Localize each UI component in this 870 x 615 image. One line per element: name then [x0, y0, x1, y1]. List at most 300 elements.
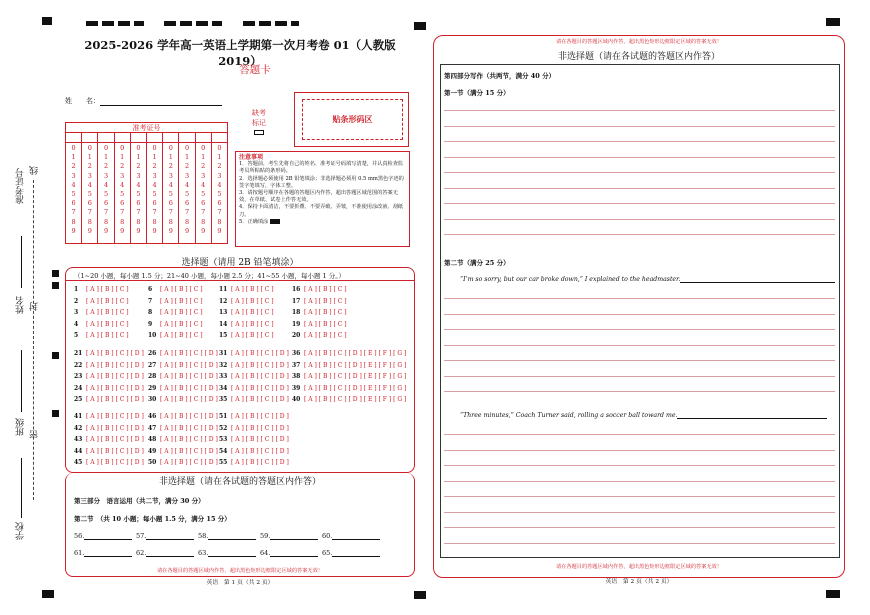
- mc-options[interactable]: [ A ] [ B ] [ C ] [ D ]: [86, 459, 144, 467]
- mc-question-48[interactable]: [148, 436, 218, 443]
- mc-options[interactable]: [ A ] [ B ] [ C ] [ D ]: [231, 447, 289, 455]
- digit-bubble[interactable]: 3: [103, 171, 109, 180]
- digit-bubble[interactable]: 0: [217, 144, 222, 152]
- mc-question-number: 15: [219, 332, 228, 340]
- mc-options[interactable]: [ A ] [ B ] [ C ] [ D ]: [231, 424, 289, 432]
- digit-bubble[interactable]: 3: [136, 171, 141, 180]
- blank-field[interactable]: [198, 532, 256, 540]
- digit-bubble[interactable]: 1: [201, 153, 206, 162]
- digit-bubble[interactable]: 6: [71, 199, 76, 208]
- mc-question-12[interactable]: [219, 298, 274, 305]
- mc-question-22[interactable]: [74, 362, 144, 369]
- mc-question-28[interactable]: [148, 373, 218, 380]
- mc-question-7[interactable]: [148, 298, 203, 305]
- digit-bubble[interactable]: 9: [71, 226, 76, 235]
- digit-bubble[interactable]: 1: [71, 153, 76, 162]
- writing-line[interactable]: [444, 329, 835, 330]
- writing-line[interactable]: [444, 434, 835, 435]
- digit-bubble[interactable]: 8: [87, 217, 92, 226]
- digit-bubble[interactable]: 3: [217, 171, 222, 180]
- digit-bubble[interactable]: 0: [152, 144, 157, 152]
- digit-bubble[interactable]: 4: [120, 180, 125, 189]
- digit-bubble[interactable]: 2: [168, 162, 173, 171]
- left-nonselect-heading: 非选择题（请在各试题的答题区内作答）: [158, 477, 321, 487]
- mc-question-49[interactable]: [148, 448, 218, 455]
- blank-field[interactable]: [322, 549, 380, 557]
- blank-field[interactable]: [260, 532, 318, 540]
- digit-bubble[interactable]: 1: [168, 153, 173, 162]
- mc-options[interactable]: [ A ] [ B ] [ C ]: [304, 309, 347, 317]
- writing-line[interactable]: [444, 188, 835, 189]
- blank-underline[interactable]: [146, 539, 194, 540]
- mc-options[interactable]: [ A ] [ B ] [ C ] [ D ] [ E ] [ F ] [ G ]: [304, 361, 407, 369]
- digit-bubble[interactable]: 1: [103, 153, 109, 162]
- writing-line[interactable]: [444, 543, 835, 544]
- mc-options[interactable]: [ A ] [ B ] [ C ]: [160, 332, 203, 340]
- mc-options[interactable]: [ A ] [ B ] [ C ] [ D ]: [231, 384, 289, 392]
- blank-field[interactable]: [198, 549, 256, 557]
- mc-question-35[interactable]: [219, 396, 289, 403]
- exam-number-grid[interactable]: [65, 122, 228, 244]
- registration-mark: [826, 590, 840, 598]
- exam-number-column[interactable]: [163, 143, 179, 243]
- digit-bubble[interactable]: 1: [87, 153, 92, 162]
- writing-line[interactable]: [444, 203, 835, 204]
- exam-number-column[interactable]: [98, 143, 114, 243]
- writing-line[interactable]: [444, 360, 835, 361]
- exam-number-column[interactable]: [82, 143, 98, 243]
- mc-options[interactable]: [ A ] [ B ] [ C ]: [231, 332, 274, 340]
- blank-underline[interactable]: [84, 539, 132, 540]
- blank-number: 60.: [322, 532, 333, 540]
- digit-bubble[interactable]: 5: [103, 190, 109, 199]
- blank-underline[interactable]: [270, 539, 318, 540]
- blank-number: 65.: [322, 549, 333, 557]
- digit-bubble[interactable]: 0: [201, 144, 206, 152]
- right-nonselect-heading: 非选择题（请在各试题的答题区内作答）: [557, 52, 720, 62]
- mc-options[interactable]: [ A ] [ B ] [ C ] [ D ]: [231, 436, 289, 444]
- digit-bubble[interactable]: 7: [87, 208, 92, 217]
- blank-field[interactable]: [322, 532, 380, 540]
- mc-options[interactable]: [ A ] [ B ] [ C ]: [231, 309, 274, 317]
- mc-options[interactable]: [ A ] [ B ] [ C ] [ D ]: [160, 350, 218, 357]
- digit-bubble[interactable]: 1: [152, 153, 157, 162]
- digit-bubble[interactable]: 7: [120, 208, 125, 217]
- part3-section2-heading: 第二节 （共 10 小题；每小题 1.5 分，满分 15 分）: [74, 515, 231, 523]
- digit-bubble[interactable]: 7: [201, 208, 206, 217]
- missing-exam-mark[interactable]: [252, 108, 266, 135]
- mc-options[interactable]: [ A ] [ B ] [ C ] [ D ]: [86, 384, 144, 392]
- digit-bubble[interactable]: 0: [136, 144, 141, 152]
- mc-question-27[interactable]: [148, 362, 218, 369]
- mc-options[interactable]: [ A ] [ B ] [ C ] [ D ]: [160, 436, 218, 444]
- blank-underline[interactable]: [332, 539, 380, 540]
- blank-underline[interactable]: [208, 556, 256, 557]
- digit-bubble[interactable]: 6: [120, 199, 125, 208]
- mc-options[interactable]: [ A ] [ B ] [ C ]: [304, 286, 347, 293]
- digit-bubble[interactable]: 4: [103, 180, 109, 189]
- digit-bubble[interactable]: 7: [71, 208, 76, 217]
- mc-question-26[interactable]: [148, 350, 218, 357]
- registration-mark: [414, 591, 426, 599]
- mc-options[interactable]: [ A ] [ B ] [ C ] [ D ]: [231, 413, 289, 420]
- mc-question-25[interactable]: [74, 396, 144, 403]
- digit-bubble[interactable]: 2: [184, 162, 190, 171]
- mc-question-45[interactable]: [74, 459, 144, 466]
- mc-question-19[interactable]: [292, 321, 347, 328]
- digit-bubble[interactable]: 5: [120, 190, 125, 199]
- mc-question-44[interactable]: [74, 448, 144, 455]
- writing-line[interactable]: [444, 172, 835, 173]
- digit-bubble[interactable]: 2: [71, 162, 76, 171]
- registration-mark: [52, 282, 59, 289]
- digit-bubble[interactable]: 9: [103, 226, 109, 235]
- mc-options[interactable]: [ A ] [ B ] [ C ]: [160, 309, 203, 317]
- mc-options[interactable]: [ A ] [ B ] [ C ] [ D ]: [86, 373, 144, 381]
- digit-bubble[interactable]: 4: [217, 180, 222, 189]
- digit-bubble[interactable]: 6: [201, 199, 206, 208]
- digit-bubble[interactable]: 4: [184, 180, 190, 189]
- digit-bubble[interactable]: 5: [87, 190, 92, 199]
- mc-options[interactable]: [ A ] [ B ] [ C ]: [86, 297, 129, 305]
- blank-number: 58.: [198, 532, 209, 540]
- mc-options[interactable]: [ A ] [ B ] [ C ] [ D ]: [231, 396, 289, 404]
- mc-options[interactable]: [ A ] [ B ] [ C ] [ D ]: [86, 413, 144, 420]
- digit-bubble[interactable]: 8: [184, 217, 190, 226]
- exam-number-boxes[interactable]: [66, 133, 227, 143]
- digit-bubble[interactable]: 4: [168, 180, 173, 189]
- digit-bubble[interactable]: 4: [152, 180, 157, 189]
- mc-question-2[interactable]: [74, 298, 129, 305]
- mc-question-42[interactable]: [74, 425, 144, 432]
- writing-line[interactable]: [444, 219, 835, 220]
- digit-bubble[interactable]: 2: [136, 162, 141, 171]
- digit-bubble[interactable]: 7: [217, 208, 222, 217]
- exam-number-column[interactable]: [115, 143, 131, 243]
- mc-question-17[interactable]: [292, 298, 347, 305]
- digit-bubble[interactable]: 2: [201, 162, 206, 171]
- blank-number: 57.: [136, 532, 147, 540]
- digit-bubble[interactable]: 8: [120, 217, 125, 226]
- name-label: 姓 名：: [65, 97, 100, 105]
- mc-question-15[interactable]: [219, 332, 274, 339]
- writing-line[interactable]: [444, 314, 835, 315]
- digit-bubble[interactable]: 0: [184, 144, 190, 152]
- filled-bubble-example: [270, 219, 280, 224]
- digit-bubble[interactable]: 0: [87, 144, 92, 152]
- blank-number: 61.: [74, 549, 85, 557]
- digit-bubble[interactable]: 1: [136, 153, 141, 162]
- mc-options[interactable]: [ A ] [ B ] [ C ] [ D ] [ E ] [ F ] [ G ]: [304, 373, 407, 381]
- mc-question-number: 13: [219, 309, 228, 317]
- mc-options[interactable]: [ A ] [ B ] [ C ]: [160, 286, 203, 293]
- mc-question-37[interactable]: [292, 362, 406, 369]
- digit-bubble[interactable]: 3: [87, 171, 92, 180]
- mc-options[interactable]: [ A ] [ B ] [ C ]: [160, 320, 203, 328]
- mc-question-40[interactable]: [292, 396, 406, 403]
- digit-bubble[interactable]: 7: [136, 208, 141, 217]
- digit-bubble[interactable]: 8: [136, 217, 141, 226]
- mc-question-34[interactable]: [219, 385, 289, 392]
- mc-scoring-note: （1~20 小题，每小题 1.5 分；21~40 小题，每小题 2.5 分；41~55 小题，每小题 1 分。）: [74, 272, 345, 280]
- digit-bubble[interactable]: 1: [217, 153, 222, 162]
- mc-options[interactable]: [ A ] [ B ] [ C ]: [86, 286, 129, 293]
- side-label-seal: 封: [30, 302, 40, 311]
- mc-question-21[interactable]: [74, 350, 144, 357]
- writing-line[interactable]: [444, 126, 835, 127]
- mc-question-46[interactable]: [148, 413, 218, 420]
- mc-options[interactable]: [ A ] [ B ] [ C ]: [86, 332, 129, 340]
- digit-bubble[interactable]: 3: [168, 171, 173, 180]
- digit-bubble[interactable]: 5: [71, 190, 76, 199]
- mc-options[interactable]: [ A ] [ B ] [ C ] [ D ]: [86, 447, 144, 455]
- mc-question-number: 43: [74, 436, 83, 444]
- blank-underline[interactable]: [84, 556, 132, 557]
- mc-options[interactable]: [ A ] [ B ] [ C ]: [304, 320, 347, 328]
- exam-number-column[interactable]: [179, 143, 195, 243]
- digit-bubble[interactable]: 0: [168, 144, 173, 152]
- digit-bubble[interactable]: 4: [71, 180, 76, 189]
- registration-mark: [52, 410, 59, 417]
- mc-question-1[interactable]: [74, 286, 129, 293]
- mc-options[interactable]: [ A ] [ B ] [ C ] [ D ]: [86, 350, 144, 357]
- mc-question-54[interactable]: [219, 448, 289, 455]
- mc-options[interactable]: [ A ] [ B ] [ C ] [ D ]: [86, 424, 144, 432]
- mc-options[interactable]: [ A ] [ B ] [ C ] [ D ]: [160, 424, 218, 432]
- digit-bubble[interactable]: 4: [136, 180, 141, 189]
- digit-bubble[interactable]: 9: [201, 226, 206, 235]
- digit-bubble[interactable]: 8: [103, 217, 109, 226]
- writing-line[interactable]: [444, 345, 835, 346]
- digit-bubble[interactable]: 6: [184, 199, 190, 208]
- mc-question-6[interactable]: [148, 286, 203, 293]
- digit-bubble[interactable]: 6: [217, 199, 222, 208]
- mc-question-11[interactable]: [219, 286, 274, 293]
- mc-options[interactable]: [ A ] [ B ] [ C ] [ D ]: [160, 459, 218, 467]
- mc-options[interactable]: [ A ] [ B ] [ C ] [ D ]: [86, 396, 144, 404]
- digit-bubble[interactable]: 2: [87, 162, 92, 171]
- mc-question-41[interactable]: [74, 413, 144, 420]
- mc-options[interactable]: [ A ] [ B ] [ C ]: [304, 332, 347, 340]
- mc-question-number: 33: [219, 373, 228, 381]
- mc-question-53[interactable]: [219, 436, 289, 443]
- digit-bubble[interactable]: 7: [103, 208, 109, 217]
- blank-field[interactable]: [136, 549, 194, 557]
- mc-question-5[interactable]: [74, 332, 129, 339]
- mc-options[interactable]: [ A ] [ B ] [ C ]: [160, 297, 203, 305]
- digit-bubble[interactable]: 1: [184, 153, 190, 162]
- digit-bubble[interactable]: 5: [168, 190, 173, 199]
- digit-bubble[interactable]: 8: [168, 217, 173, 226]
- mc-options[interactable]: [ A ] [ B ] [ C ]: [304, 297, 347, 305]
- mc-options[interactable]: [ A ] [ B ] [ C ]: [86, 320, 129, 328]
- digit-bubble[interactable]: 9: [136, 226, 141, 235]
- mc-options[interactable]: [ A ] [ B ] [ C ]: [231, 320, 274, 328]
- digit-bubble[interactable]: 4: [201, 180, 206, 189]
- mc-options[interactable]: [ A ] [ B ] [ C ] [ D ]: [86, 361, 144, 369]
- mc-question-30[interactable]: [148, 396, 218, 403]
- digit-bubble[interactable]: 5: [184, 190, 190, 199]
- writing-line[interactable]: [444, 298, 835, 299]
- digit-bubble[interactable]: 9: [87, 226, 92, 235]
- mc-options[interactable]: [ A ] [ B ] [ C ] [ D ]: [160, 447, 218, 455]
- mc-options[interactable]: [ A ] [ B ] [ C ] [ D ]: [231, 361, 289, 369]
- blank-field[interactable]: [74, 532, 132, 540]
- digit-bubble[interactable]: 0: [103, 144, 109, 152]
- digit-bubble[interactable]: 9: [120, 226, 125, 235]
- mc-question-47[interactable]: [148, 425, 218, 432]
- blank-underline[interactable]: [208, 539, 256, 540]
- name-field[interactable]: [65, 96, 222, 106]
- digit-bubble[interactable]: 3: [120, 171, 125, 180]
- blank-field[interactable]: [260, 549, 318, 557]
- mc-question-3[interactable]: [74, 309, 129, 316]
- digit-bubble[interactable]: 2: [103, 162, 109, 171]
- mc-options[interactable]: [ A ] [ B ] [ C ] [ D ]: [160, 373, 218, 381]
- digit-bubble[interactable]: 2: [152, 162, 157, 171]
- digit-bubble[interactable]: 6: [136, 199, 141, 208]
- writing-line[interactable]: [444, 110, 835, 111]
- digit-bubble[interactable]: 6: [103, 199, 109, 208]
- exam-number-column[interactable]: [147, 143, 163, 243]
- digit-bubble[interactable]: 5: [136, 190, 141, 199]
- mc-options[interactable]: [ A ] [ B ] [ C ] [ D ]: [160, 384, 218, 392]
- writing-line[interactable]: [444, 465, 835, 466]
- mc-question-23[interactable]: [74, 373, 144, 380]
- mc-question-29[interactable]: [148, 385, 218, 392]
- mc-options[interactable]: [ A ] [ B ] [ C ] [ D ]: [160, 361, 218, 369]
- mc-question-36[interactable]: [292, 350, 406, 357]
- mc-question-number: 12: [219, 297, 228, 305]
- digit-bubble[interactable]: 0: [71, 144, 76, 152]
- mc-question-32[interactable]: [219, 362, 289, 369]
- exam-number-column[interactable]: [196, 143, 212, 243]
- right-footer-warning: 请在各题目的答题区域内作答，超出黑色矩形边框限定区域的答案无效！: [555, 564, 722, 570]
- mc-options[interactable]: [ A ] [ B ] [ C ] [ D ]: [160, 396, 218, 404]
- mc-options[interactable]: [ A ] [ B ] [ C ] [ D ] [ E ] [ F ] [ G ]: [304, 350, 407, 357]
- mc-question-number: 7: [148, 297, 153, 305]
- digit-bubble[interactable]: 9: [168, 226, 173, 235]
- blank-field[interactable]: [74, 549, 132, 557]
- writing-answer-box[interactable]: [440, 64, 840, 558]
- mc-question-8[interactable]: [148, 309, 203, 316]
- mc-question-51[interactable]: [219, 413, 289, 420]
- mc-question-43[interactable]: [74, 436, 144, 443]
- part4-section2-heading: 第二节（满分 25 分）: [444, 259, 510, 267]
- mc-question-52[interactable]: [219, 425, 289, 432]
- blank-underline[interactable]: [332, 556, 380, 557]
- digit-bubble[interactable]: 9: [152, 226, 157, 235]
- writing-line[interactable]: [444, 376, 835, 377]
- mc-question-31[interactable]: [219, 350, 289, 357]
- mc-question-24[interactable]: [74, 385, 144, 392]
- mc-options[interactable]: [ A ] [ B ] [ C ]: [231, 286, 274, 293]
- digit-bubble[interactable]: 3: [71, 171, 76, 180]
- writing-line[interactable]: [444, 157, 835, 158]
- digit-bubble[interactable]: 7: [152, 208, 157, 217]
- digit-bubble[interactable]: 5: [217, 190, 222, 199]
- exam-number-digit-columns[interactable]: [66, 143, 227, 243]
- mc-question-55[interactable]: [219, 459, 289, 466]
- digit-bubble[interactable]: 6: [152, 199, 157, 208]
- digit-bubble[interactable]: 3: [184, 171, 190, 180]
- blank-underline[interactable]: [146, 556, 194, 557]
- mc-options[interactable]: [ A ] [ B ] [ C ]: [231, 297, 274, 305]
- mc-question-18[interactable]: [292, 309, 347, 316]
- writing-line[interactable]: [444, 512, 835, 513]
- mc-question-20[interactable]: [292, 332, 347, 339]
- mc-options[interactable]: [ A ] [ B ] [ C ] [ D ]: [231, 350, 289, 357]
- blank-underline[interactable]: [270, 556, 318, 557]
- mc-question-38[interactable]: [292, 373, 406, 380]
- mc-question-13[interactable]: [219, 309, 274, 316]
- mc-options[interactable]: [ A ] [ B ] [ C ] [ D ]: [231, 459, 289, 467]
- notes-title: 注意事项: [239, 154, 264, 161]
- digit-bubble[interactable]: 3: [152, 171, 157, 180]
- mc-options[interactable]: [ A ] [ B ] [ C ] [ D ]: [86, 436, 144, 444]
- mc-question-50[interactable]: [148, 459, 218, 466]
- blank-field[interactable]: [136, 532, 194, 540]
- digit-bubble[interactable]: 9: [184, 226, 190, 235]
- writing-line[interactable]: [444, 234, 835, 235]
- digit-bubble[interactable]: 7: [168, 208, 173, 217]
- exam-number-column[interactable]: [212, 143, 227, 243]
- digit-bubble[interactable]: 6: [168, 199, 173, 208]
- exam-number-column[interactable]: [131, 143, 147, 243]
- writing-line[interactable]: [444, 391, 835, 392]
- mc-options[interactable]: [ A ] [ B ] [ C ] [ D ]: [160, 413, 218, 420]
- mc-question-16[interactable]: [292, 286, 347, 293]
- digit-bubble[interactable]: 8: [152, 217, 157, 226]
- mc-question-33[interactable]: [219, 373, 289, 380]
- mc-options[interactable]: [ A ] [ B ] [ C ] [ D ] [ E ] [ F ] [ G ]: [304, 384, 407, 392]
- timing-mark: [196, 21, 208, 26]
- digit-bubble[interactable]: 8: [201, 217, 206, 226]
- writing-line[interactable]: [444, 141, 835, 142]
- digit-bubble[interactable]: 9: [217, 226, 222, 235]
- writing-line[interactable]: [444, 450, 835, 451]
- digit-bubble[interactable]: 6: [87, 199, 92, 208]
- mc-question-9[interactable]: [148, 321, 203, 328]
- writing-line[interactable]: [444, 496, 835, 497]
- mc-question-10[interactable]: [148, 332, 203, 339]
- blank-number: 63.: [198, 549, 209, 557]
- mc-question-4[interactable]: [74, 321, 129, 328]
- digit-bubble[interactable]: 7: [184, 208, 190, 217]
- digit-bubble[interactable]: 3: [201, 171, 206, 180]
- mc-question-14[interactable]: [219, 321, 274, 328]
- missing-exam-box[interactable]: [254, 130, 264, 135]
- left-nonselect-box[interactable]: [65, 473, 415, 577]
- exam-number-column[interactable]: [66, 143, 82, 243]
- digit-bubble[interactable]: 5: [201, 190, 206, 199]
- writing-line[interactable]: [444, 527, 835, 528]
- digit-bubble[interactable]: 8: [217, 217, 222, 226]
- mc-question-number: 3: [74, 309, 79, 317]
- digit-bubble[interactable]: 2: [120, 162, 125, 171]
- digit-bubble[interactable]: 4: [87, 180, 92, 189]
- writing-line[interactable]: [444, 481, 835, 482]
- digit-bubble[interactable]: 1: [120, 153, 125, 162]
- digit-bubble[interactable]: 5: [152, 190, 157, 199]
- mc-options[interactable]: [ A ] [ B ] [ C ]: [86, 309, 129, 317]
- digit-bubble[interactable]: 2: [217, 162, 222, 171]
- mc-question-39[interactable]: [292, 385, 406, 392]
- mc-options[interactable]: [ A ] [ B ] [ C ] [ D ] [ E ] [ F ] [ G ]: [304, 396, 407, 404]
- digit-bubble[interactable]: 0: [120, 144, 125, 152]
- digit-bubble[interactable]: 8: [71, 217, 76, 226]
- mc-options[interactable]: [ A ] [ B ] [ C ] [ D ]: [231, 373, 289, 381]
